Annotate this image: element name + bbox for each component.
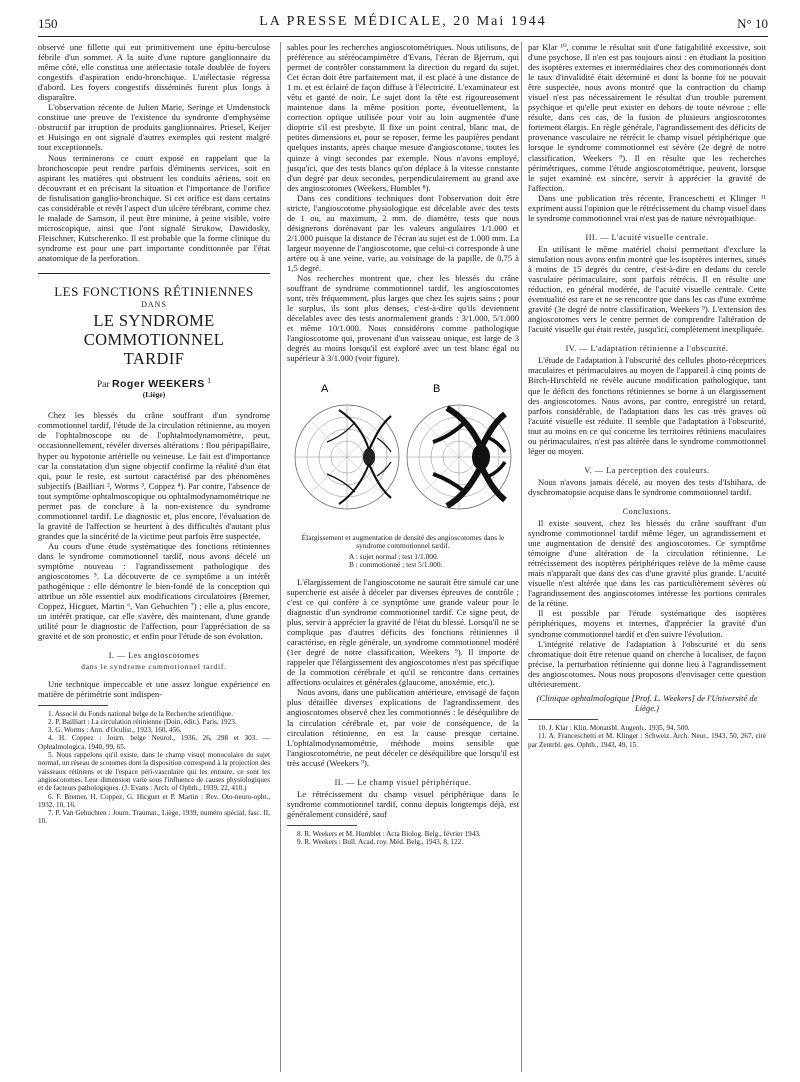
affiliation-signature: (Clinique ophtalmologique [Prof. L. Weekers] de l'Université de Liège.) xyxy=(536,692,758,713)
footnote: 2. P. Bailliart : La circulation rétinienne (Doin, édit.). Paris, 1923. xyxy=(48,717,237,726)
figure-caption-a: A : sujet normal ; test 1/1.000. xyxy=(349,551,439,561)
paragraph: Nous n'avons jamais décelé, au moyen des tests d'Ishihara, de dyschromatopsie acquise dans le syndrome commotionnel tardif. xyxy=(528,476,766,497)
paragraph: Au cours d'une étude systématique des fonctions rétiniennes dans le syndrome commotionnel tardif, nous avons décelé un symptôme nouveau : l'agrandissement pathologique des angioscotomes ⁵. La découverte de ce symptôme a un intérêt pathogénique : elle démontre le bien-fondé de la conception qui attribue un rôle essentiel aux modifications circulatoires (Bremer, Coppez, Hicguet, Martin ⁶, Van Gehuchten ⁷) ; elle a, plus encore, un intérêt pratique, car elle s'avère, dès maintenant, d'une grande utilité pour le diagnostic de l'affection, pour l'appréciation de sa gravité et de son pronostic, et enfin pour l'étude de son évolution. xyxy=(38,540,270,642)
footnote: 3. G. Worms : Ann. d'Oculist., 1923, 160, 456. xyxy=(48,726,182,735)
article-title-line2: LE SYNDROME COMMOTIONNEL xyxy=(83,311,225,350)
issue-number: N° 10 xyxy=(737,16,768,31)
paragraph: Chez les blessés du crâne souffrant d'un syndrome commotionnel tardif, l'étude de la circulation rétinienne, au moyen de l'ophtalmoscope ou de l'ophtalmodynamomètre, peut, occasionnellement, révéler diverses altérations : flou péripapillaire, hyper ou hypotonie artérielle ou veineuse. Le fait est d'importance car la constatation d'un signe objectif confirme la réalité d'un état qui, pour le reste, est surtout caractérisé par des phénomènes subjectifs (Bailliart ², Worms ³, Coppez ⁴). Par contre, l'absence de tout symptôme ophtalmoscopique ou ophtalmodynamométrique ne permet pas de conclure à la non-existence du syndrome commotionnel tardif. Le diagnostic et, plus encore, l'évaluation de la gravité de l'affection se heurtent à des difficultés d'autant plus grandes que la sincérité de la victime peut parfois être suspectée. xyxy=(38,410,270,541)
section-heading: V. — La perception des couleurs. xyxy=(584,465,710,475)
column-1 xyxy=(38,42,270,1072)
figure-label-a: A xyxy=(321,382,329,395)
footnote: 8. R. Weekers et M. Humblet : Acta Biolog. Belg., février 1943. xyxy=(297,829,481,838)
author-line xyxy=(38,376,270,390)
article-columns xyxy=(38,42,768,1070)
article-title-line3: TARDIF xyxy=(123,349,185,369)
column-divider xyxy=(280,42,281,1072)
journal-header: LA PRESSE MÉDICALE, 20 Mai 1944 xyxy=(259,14,547,29)
column-3 xyxy=(528,42,766,1072)
paragraph: Il existe souvent, chez les blessés du crâne souffrant d'un syndrome commotionnel tardif même léger, un agrandissement et une augmentation de densité des angioscotomes. Ce symptôme témoigne d'une altération de la circulation rétinienne. Le rétrécissement des isoptères périphériques relève de la même cause mais n'apparaît que dans des cas d'une gravité plus grande. L'acuité visuelle n'est altérée que dans les cas particulièrement sévères où l'agrandissement des angioscotomes intéresse les portions centrales de la rétine. xyxy=(528,518,766,609)
paragraph: Une technique impeccable et une assez longue expérience en matière de périmétrie sont indispen- xyxy=(38,678,270,699)
paragraph: sables pour les recherches angioscotométriques. Nous utilisons, de préférence au stéréocampimètre d'Evans, l'écran de Bjerrum, qui permet de contrôler constamment la direction du regard du sujet. Cet écran doit être parfaitement mat, il est placé à une distance de 1 m. et est éclairé de façon diffuse à l'électricité. L'examinateur est vêtu et ganté de noir. Le sujet dont la tête est rigoureusement maintenue dans la même position porte, éventuellement, la correction optique utilisée pour voir au loin augmentée d'une dioptrie s'il est presbyte. Il fixe un point central, blanc mat, de petites dimensions et, pour se reposer, ferme les paupières pendant quelques instants, après chaque mesure d'angioscotome, toutes les quinze à vingt secondes par exemple. Nous n'avons employé, jusqu'ici, que des tests blancs qu'on déplace à la vitesse constante d'un degré par deux secondes, perpendiculairement au grand axe des angioscotomes (Weekers, Humblet ⁸). xyxy=(287,42,519,193)
visual-field-chart-b xyxy=(407,405,511,509)
footnote: 7. P. Van Gehuchten : Journ. Traumat., Liège, 1939, numéro spécial, fasc. II, 10. xyxy=(38,809,270,826)
footnote-rule xyxy=(287,825,357,826)
paragraph: Dans ces conditions techniques dont l'observation doit être stricte, l'angioscotome physiologique est décelable avec des tests de 1 ou, au maximum, 2 mm. de diamètre, tests que nous désignerons dorénavant par les valeurs angulaires 1/1.000 et 2/1.000 puisque la distance de l'écran au sujet est de 1.000 mm. La largeur moyenne de l'angioscotome, que celui-ci corresponde à une artère ou à une veine, varie, au voisinage de la papille, de 0,75 à 1,5 degré. xyxy=(287,192,519,274)
running-header xyxy=(38,14,768,36)
paragraph: L'étude de l'adaptation à l'obscurité des cellules photo-réceptrices maculaires et périmaculaires au moyen de l'appareil à cinq points de Birch-Hirschfeld ne révèle aucune modification pathologique, tant que le déficit des fonctions rétiniennes se borne à un élargissement des angioscotomes. Nous avons, par contre, enregistré un retard, parfois considérable, de l'adaptation dans les cas très graves où l'acuité visuelle est réduite. Il semble que l'adaptation à l'obscurité, tout au moins en ce qui concerne les territoires rétiniens maculaires ou périmaculaires, n'est pas altérée dans le syndrome commotionnel léger ou moyen. xyxy=(528,355,766,456)
footnote: 10. J. Klar : Klin. Monatsbl. Augenh., 1935, 94, 500. xyxy=(538,723,690,732)
issue-date: 20 Mai 1944 xyxy=(453,14,547,29)
footnote: 11. A. Franceschetti et M. Klinger : Schweiz. Arch. Neur., 1943, 50, 267, cité par Zentrbl. ges. Ophth., 1943, 49, 15. xyxy=(528,732,766,749)
figure-caption-b: B : commotionné ; test 5/1.000. xyxy=(349,560,443,570)
article-title-line1: LES FONCTIONS RÉTINIENNES xyxy=(54,284,254,300)
footnote-rule xyxy=(38,705,108,706)
paragraph: par Klar ¹⁰, comme le résultat soit d'une fatigabilité excessive, soit d'une psychose. Il n'en est pas toujours ainsi : en étudiant la position des isoptères externes et intermédiaires chez des commotionnés dont le taux d'invalidité était déterminé et dont la bonne foi ne pouvait être suspectée, nous avons montré que la contraction du champ visuel n'est pas nécessairement le résultat d'un trouble purement psychique et qu'elle peut exister en dehors de toute névrose ; elle résulte, dans ces cas, de la fusion de plusieurs angioscotomes fortement élargis. En règle générale, l'agrandissement des déficits de provenance vasculaire ne rétrécit le champ visuel périphérique que lorsque le syndrome commotionnel est sévère (2e degré de notre classification, Weekers ⁹). Il en résulte que les recherches périmétriques, comme l'étude angioscotométrique, peuvent, lorsque le sujet examiné est sincère, servir à apprécier la gravité de l'affection. xyxy=(528,42,766,193)
paragraph: observé une fillette qui eut primitivement une épitu-berculose fébrile d'un sommet. A la suite d'une rupture ganglionnaire du même côté, elle constitua une atélectasie totale doublée de foyers congestifs d'aspiration endo-bronchique. L'atélectasie régressa d'abord. Les foyers congestifs disséminés furent plus longs à disparaître. xyxy=(38,42,270,103)
author-prefix: Par xyxy=(96,380,110,391)
paragraph: Le rétrécissement du champ visuel périphérique dans le syndrome commotionnel tardif, connu depuis longtemps déjà, est généralement considéré, sauf xyxy=(287,788,519,819)
section-heading: IV. — L'adaptation rétinienne a l'obscurité. xyxy=(565,344,729,354)
paragraph: Dans une publication très récente, Franceschetti et Klinger ¹¹ expriment aussi l'opinion que le rétrécissement du champ visuel dans le syndrome commotionnel vrai n'est pas de nature névropathique. xyxy=(528,192,766,223)
article-title-dans: DANS xyxy=(141,300,167,310)
paragraph: Nous terminerons ce court exposé en rappelant que la bronchoscopie peut rendre parfois d'éminents services, soit en aspirant les matières qui obstruent les conduits aériens, soit en découvrant et en précisant la situation et l'importance de l'orifice de fistulisation ganglio-bronchique. Si cet orifice est dans certains cas considérable et revêt l'aspect d'un ulcère térébrant, comme chez le malade de Samson, il peut être minime, à peine visible, voire microscopique, ainsi que l'ont signalé Strukow, Dawidosky, Fleischner, Kutscherenko. Il est probable que la forme clinique du syndrome est pour une part importante conditionnée par l'état anatomique de la perforation. xyxy=(38,152,270,263)
author-footnote-mark: 1 xyxy=(207,376,212,386)
author-affiliation: (Liège) xyxy=(142,390,166,400)
section-heading: Conclusions. xyxy=(622,506,672,516)
visual-field-charts xyxy=(287,372,519,532)
paragraph: Il est possible par l'étude systématique des isoptères périphériques, moyens et internes, d'apprécier la gravité d'un syndrome commotionnel tardif et d'en suivre l'évolution. xyxy=(528,608,766,639)
page xyxy=(38,14,768,1074)
column-divider xyxy=(521,42,522,1072)
footnote: 4. H. Coppez : Journ. belge Neurol., 1936, 26, 298 et 303. — Ophtalmologica, 1940, 99, 65. xyxy=(38,734,270,751)
figure-label-b: B xyxy=(433,382,441,395)
header-rule xyxy=(38,36,768,37)
visual-field-chart-a xyxy=(295,405,399,509)
column-2 xyxy=(287,42,519,1072)
footnote-rule xyxy=(528,719,598,720)
section-heading: III. — L'acuité visuelle centrale. xyxy=(585,232,709,242)
footnote: 9. R. Weekers : Bull. Acad. roy. Méd. Belg., 1943, 8, 122. xyxy=(297,838,464,847)
paragraph: L'intégrité relative de l'adaptation à l'obscurité et du sens chromatique doit être retenue quand on cherche à localiser, de façon précise, la perturbation rétinienne qui donne lieu à l'agrandissement des angioscotomes. Nous nous proposons d'envisager cette question ultérieurement. xyxy=(528,638,766,689)
section-heading: II. — Le champ visuel périphérique. xyxy=(334,777,472,787)
footnote: 1. Associé du Fonds national belge de la Recherche scientifique. xyxy=(48,709,234,718)
section-heading: I. — Les angioscotomes xyxy=(108,651,200,661)
paragraph: Nous avons, dans une publication antérieure, envisagé de façon plus détaillée diverses explications de l'agrandissement des angioscotomes observé chez les commotionnés : le déséquilibre de la circulation cérébrale et, par voie de conséquence, de la circulation rétinienne, en est la cause presque certaine. L'ophtalmodynamométrie, méthode moins sensible que l'angioscotométrie, ne peut déceler ce déséquilibre que lorsqu'il est très accusé (Weekers ⁹). xyxy=(287,687,519,768)
page-number: 150 xyxy=(38,16,58,31)
journal-title: LA PRESSE MÉDICALE xyxy=(259,14,443,29)
angioscotome-figure xyxy=(287,372,519,532)
paragraph: L'observation récente de Julien Marie, Seringe et Umdenstock constitue une preuve de l'existence du syndrome d'emphysème obstructif par irruption de produits ganglionnaires. Priesel, Keijer et Huisingo en ont signalé d'autres exemples qui restent malgré tout exceptionnels. xyxy=(38,102,270,153)
paragraph: L'élargissement de l'angioscotome ne saurait être simulé car une supercherie est aisée à déceler par diverses épreuves de contrôle ; c'est ce qui confère à ce symptôme une grande valeur pour le diagnostic d'un syndrome commotionnel tardif. Ce signe peut, de plus, servir à apprécier la gravité de l'état du blessé. Lorsqu'il ne se complique pas d'autres déficits des fonctions rétiniennes il caractérise, en règle générale, un syndrome commotionnel modéré (1er degré de notre classification, Weekers ⁹). Il importe de rappeler que l'élargissement des angioscotomes n'est pas spécifique de la commotion cérébrale et qu'il se rencontre dans certaines affections oculaires et générales (glaucome, anoxémie, etc.). xyxy=(287,576,519,688)
footnote: 6. F. Bremer, H. Coppez, G. Hicguet et P. Martin : Rev. Oto-neuro-opht., 1932, 10, 16. xyxy=(38,792,270,809)
author-name: Roger WEEKERS xyxy=(111,378,205,391)
article-separator xyxy=(38,273,270,274)
paragraph: En utilisant le même matériel choisi permettant d'exclure la simulation nous avons enfin montré que les isoptères internes, situés à moins de 15 degrés du centre, c'est-à-dire en dedans du cercle vasculaire périmaculaire, sont parfois rétrécis. Il en résulte une réduction, en général modérée, de l'acuité visuelle centrale. Cette éventualité est rare et ne se rencontre que dans les cas d'une extrême gravité (3e degré de notre classification, Weekers ⁹). L'extension des angioscotomes vers le centre permet de comprendre l'altération de l'acuité visuelle qui était restée, jusqu'ici, complètement inexpliquée. xyxy=(528,243,766,335)
figure-caption: Élargissement et augmentation de densité des angioscotomes dans le syndrome commotionnel tardif. xyxy=(301,532,505,551)
paragraph: Nos recherches montrent que, chez les blessés du crâne souffrant de syndrome commotionnel tardif, les angioscotomes sont, très fréquemment, plus larges que chez les sujets sains ; pour le surplus, ils sont plus denses, c'est-à-dire qu'ils deviennent décelables avec des tests anormalement grands : 3/1.000, 5/1.000 et même 10/1.000. Nous considérons comme pathologique l'angioscotome qui, provenant d'un vaisseau unique, est large de 3 degrés au moins lorsqu'il est exploré avec un test blanc égal ou supérieur à 3/1.000 (voir figure). xyxy=(287,273,519,364)
section-subheading: dans le syndrome commotionnel tardif. xyxy=(81,662,227,672)
footnote: 5. Nous rappelons qu'il existe, dans le champ visuel monoculaire du sujet normal, un réseau de scotomes dont la disposition correspond à la projection des vaisseaux rétiniens et de l'espace péri-vasculaire qui les entoure, ce sont les angioscotomes. Leur dimension varie sous l'influence de causes physiologiques et de facteurs pathologiques. (J. Evans : Arch. of Ophth., 1939, 22, 410.) xyxy=(38,751,270,793)
